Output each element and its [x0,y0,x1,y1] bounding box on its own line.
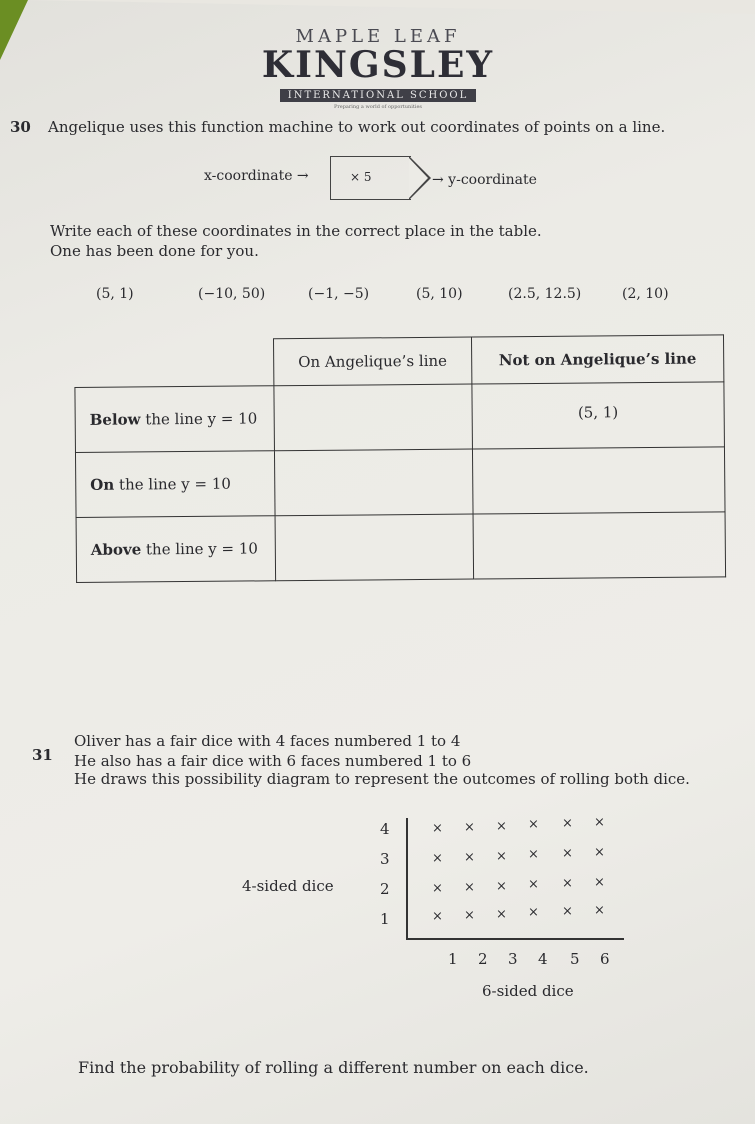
outcome-cross: × [432,851,443,866]
question-31-line-2: He also has a fair dice with 6 faces numbered 1 to 6 [74,752,472,770]
row-label-below [75,386,275,453]
x-tick: 2 [478,950,488,968]
y-tick: 4 [380,820,390,838]
logo-line-3: INTERNATIONAL SCHOOL [280,89,477,102]
x-tick: 3 [508,950,518,968]
question-31-number: 31 [32,746,53,764]
outcome-cross: × [496,848,507,864]
cell-on-not[interactable] [472,447,725,514]
row-label-above [76,516,276,583]
question-30-number: 30 [10,118,31,136]
outcome-cross: × [464,849,475,865]
question-30-instruction-1: Write each of these coordinates in the correct place in the table. [50,222,542,240]
y-tick: 2 [380,880,390,898]
outcome-cross: × [594,845,605,860]
outcome-cross: × [432,821,443,836]
classification-table [74,334,726,583]
table-row [75,447,725,518]
outcome-cross: × [464,907,475,923]
outcome-cross: × [594,875,605,890]
outcome-cross: × [594,815,605,830]
outcome-cross: × [528,817,539,833]
x-axis [406,938,624,940]
coordinate-item: (5, 10) [416,286,463,302]
question-31-line-1: Oliver has a fair dice with 4 faces numbered 1 to 4 [74,732,461,750]
logo-tagline: Preparing a world of opportunities [334,104,422,110]
row-label-rest: the line y = 10 [140,409,258,429]
table-header-row [75,335,724,388]
logo-line-1: MAPLE LEAF [295,26,461,47]
y-axis-label: 4-sided dice [242,877,334,895]
coordinate-item: (−10, 50) [198,286,266,302]
row-label-rest: the line y = 10 [114,474,231,494]
outcome-cross: × [432,881,443,896]
cell-below-not[interactable]: (5, 1) [472,382,725,449]
machine-output-label: → y-coordinate [432,172,537,188]
question-31-line-3: He draws this possibility diagram to represent the outcomes of rolling both dice. [74,770,690,788]
row-label-bold: Above [90,540,142,559]
x-axis-label: 6-sided dice [482,982,574,1000]
outcome-cross: × [562,816,573,832]
x-tick: 1 [448,950,458,968]
logo-line-2: KINGSLEY [261,44,495,86]
y-tick: 3 [380,850,390,868]
coordinate-item: (2, 10) [622,286,669,302]
outcome-cross: × [496,906,507,922]
table-row [75,382,725,453]
outcome-cross: × [528,877,539,893]
cell-above-on[interactable] [275,514,473,581]
row-label-on [75,451,275,518]
table-row [76,512,726,583]
outcome-cross: × [528,905,539,921]
header-on-line: On Angelique’s line [273,337,471,386]
machine-operation: × 5 [350,170,372,184]
machine-input-label: x-coordinate → [204,168,309,184]
cell-on-on[interactable] [274,449,472,516]
x-tick: 4 [538,950,548,968]
cell-above-not[interactable] [473,512,726,579]
table-corner-cell [75,339,274,388]
outcome-cross: × [496,878,507,894]
y-axis [406,818,408,938]
x-tick: 5 [570,950,580,968]
question-30-instruction-2: One has been done for you. [50,242,259,260]
school-logo [258,26,498,110]
outcome-cross: × [464,819,475,835]
question-31-prompt: Find the probability of rolling a different number on each dice. [78,1058,589,1077]
outcome-cross: × [432,909,443,924]
outcome-cross: × [594,903,605,918]
header-not-on-line: Not on Angelique’s line [471,335,724,384]
function-machine-arrow-fill [409,158,428,198]
y-tick: 1 [380,910,390,928]
cell-below-on[interactable] [274,384,472,451]
outcome-cross: × [562,846,573,862]
background-corner [0,0,28,60]
outcome-cross: × [496,818,507,834]
question-30-intro: Angelique uses this function machine to work out coordinates of points on a line. [48,118,666,136]
row-label-rest: the line y = 10 [141,539,258,559]
outcome-cross: × [464,879,475,895]
coordinate-item: (2.5, 12.5) [508,286,582,302]
coordinate-item: (5, 1) [96,286,134,302]
row-label-bold: Below [89,410,141,429]
outcome-cross: × [528,847,539,863]
x-tick: 6 [600,950,610,968]
coordinate-item: (−1, −5) [308,286,370,302]
outcome-cross: × [562,876,573,892]
outcome-cross: × [562,904,573,920]
row-label-bold: On [90,475,115,494]
